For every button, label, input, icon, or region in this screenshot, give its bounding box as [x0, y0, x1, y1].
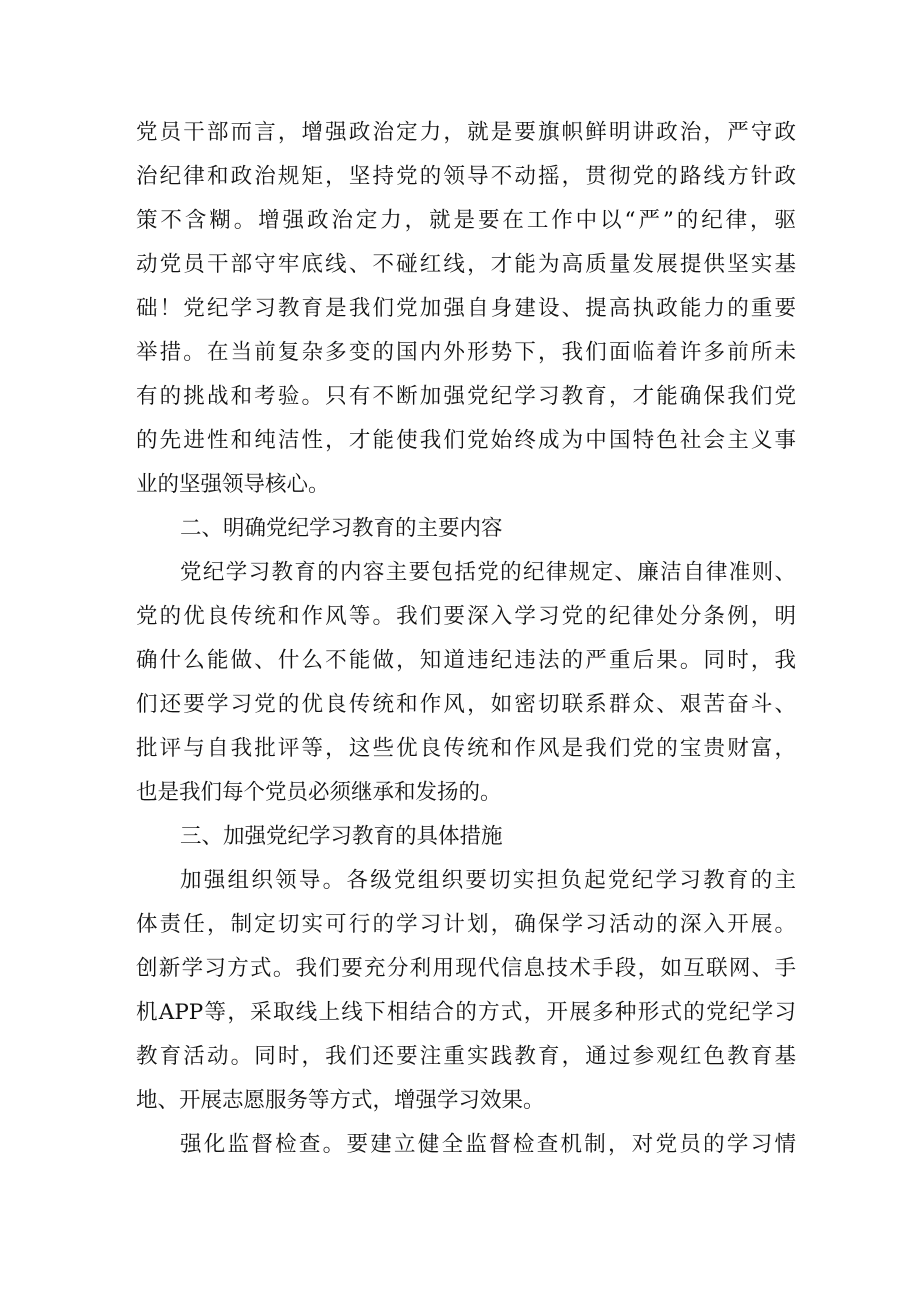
paragraph-line: 有的挑战和考验。只有不断加强党纪学习教育，才能确保我们党	[136, 384, 796, 409]
paragraph-line: 机APP等，采取线上线下相结合的方式，开展多种形式的党纪学习	[136, 1000, 796, 1025]
paragraph-line: 们还要学习党的优良传统和作风，如密切联系群众、艰苦奋斗、	[136, 692, 796, 717]
paragraph-line: 强化监督检查。要建立健全监督检查机制，对党员的学习情	[180, 1132, 796, 1157]
paragraph-line: 策不含糊。增强政治定力，就是要在工作中以“严”的纪律，驱	[136, 208, 796, 233]
paragraph-line: 动党员干部守牢底线、不碰红线，才能为高质量发展提供坚实基	[136, 252, 796, 277]
paragraph-line: 的先进性和纯洁性，才能使我们党始终成为中国特色社会主义事	[136, 428, 796, 453]
paragraph-line: 治纪律和政治规矩，坚持党的领导不动摇，贯彻党的路线方针政	[136, 164, 796, 189]
paragraph-line: 党员干部而言，增强政治定力，就是要旗帜鲜明讲政治，严守政	[136, 120, 796, 145]
paragraph-line: 举措。在当前复杂多变的国内外形势下，我们面临着许多前所未	[136, 340, 796, 365]
paragraph-line: 党纪学习教育的内容主要包括党的纪律规定、廉洁自律准则、	[180, 560, 796, 585]
paragraph-line: 批评与自我批评等，这些优良传统和作风是我们党的宝贵财富，	[136, 736, 796, 761]
paragraph-line: 党的优良传统和作风等。我们要深入学习党的纪律处分条例，明	[136, 604, 796, 629]
paragraph-line: 地、开展志愿服务等方式，增强学习效果。	[136, 1088, 545, 1113]
paragraph-line: 础！党纪学习教育是我们党加强自身建设、提高执政能力的重要	[136, 296, 796, 321]
paragraph-line: 确什么能做、什么不能做，知道违纪违法的严重后果。同时，我	[136, 648, 796, 673]
paragraph-line: 业的坚强领导核心。	[136, 472, 330, 497]
paragraph-line: 体责任，制定切实可行的学习计划，确保学习活动的深入开展。	[136, 912, 796, 937]
section-heading: 三、加强党纪学习教育的具体措施	[180, 824, 503, 849]
paragraph-line: 教育活动。同时，我们还要注重实践教育，通过参观红色教育基	[136, 1044, 796, 1069]
paragraph-line: 也是我们每个党员必须继承和发扬的。	[136, 780, 502, 805]
paragraph-line: 加强组织领导。各级党组织要切实担负起党纪学习教育的主	[180, 868, 796, 893]
section-heading: 二、明确党纪学习教育的主要内容	[180, 516, 503, 541]
paragraph-line: 创新学习方式。我们要充分利用现代信息技术手段，如互联网、手	[136, 956, 796, 981]
